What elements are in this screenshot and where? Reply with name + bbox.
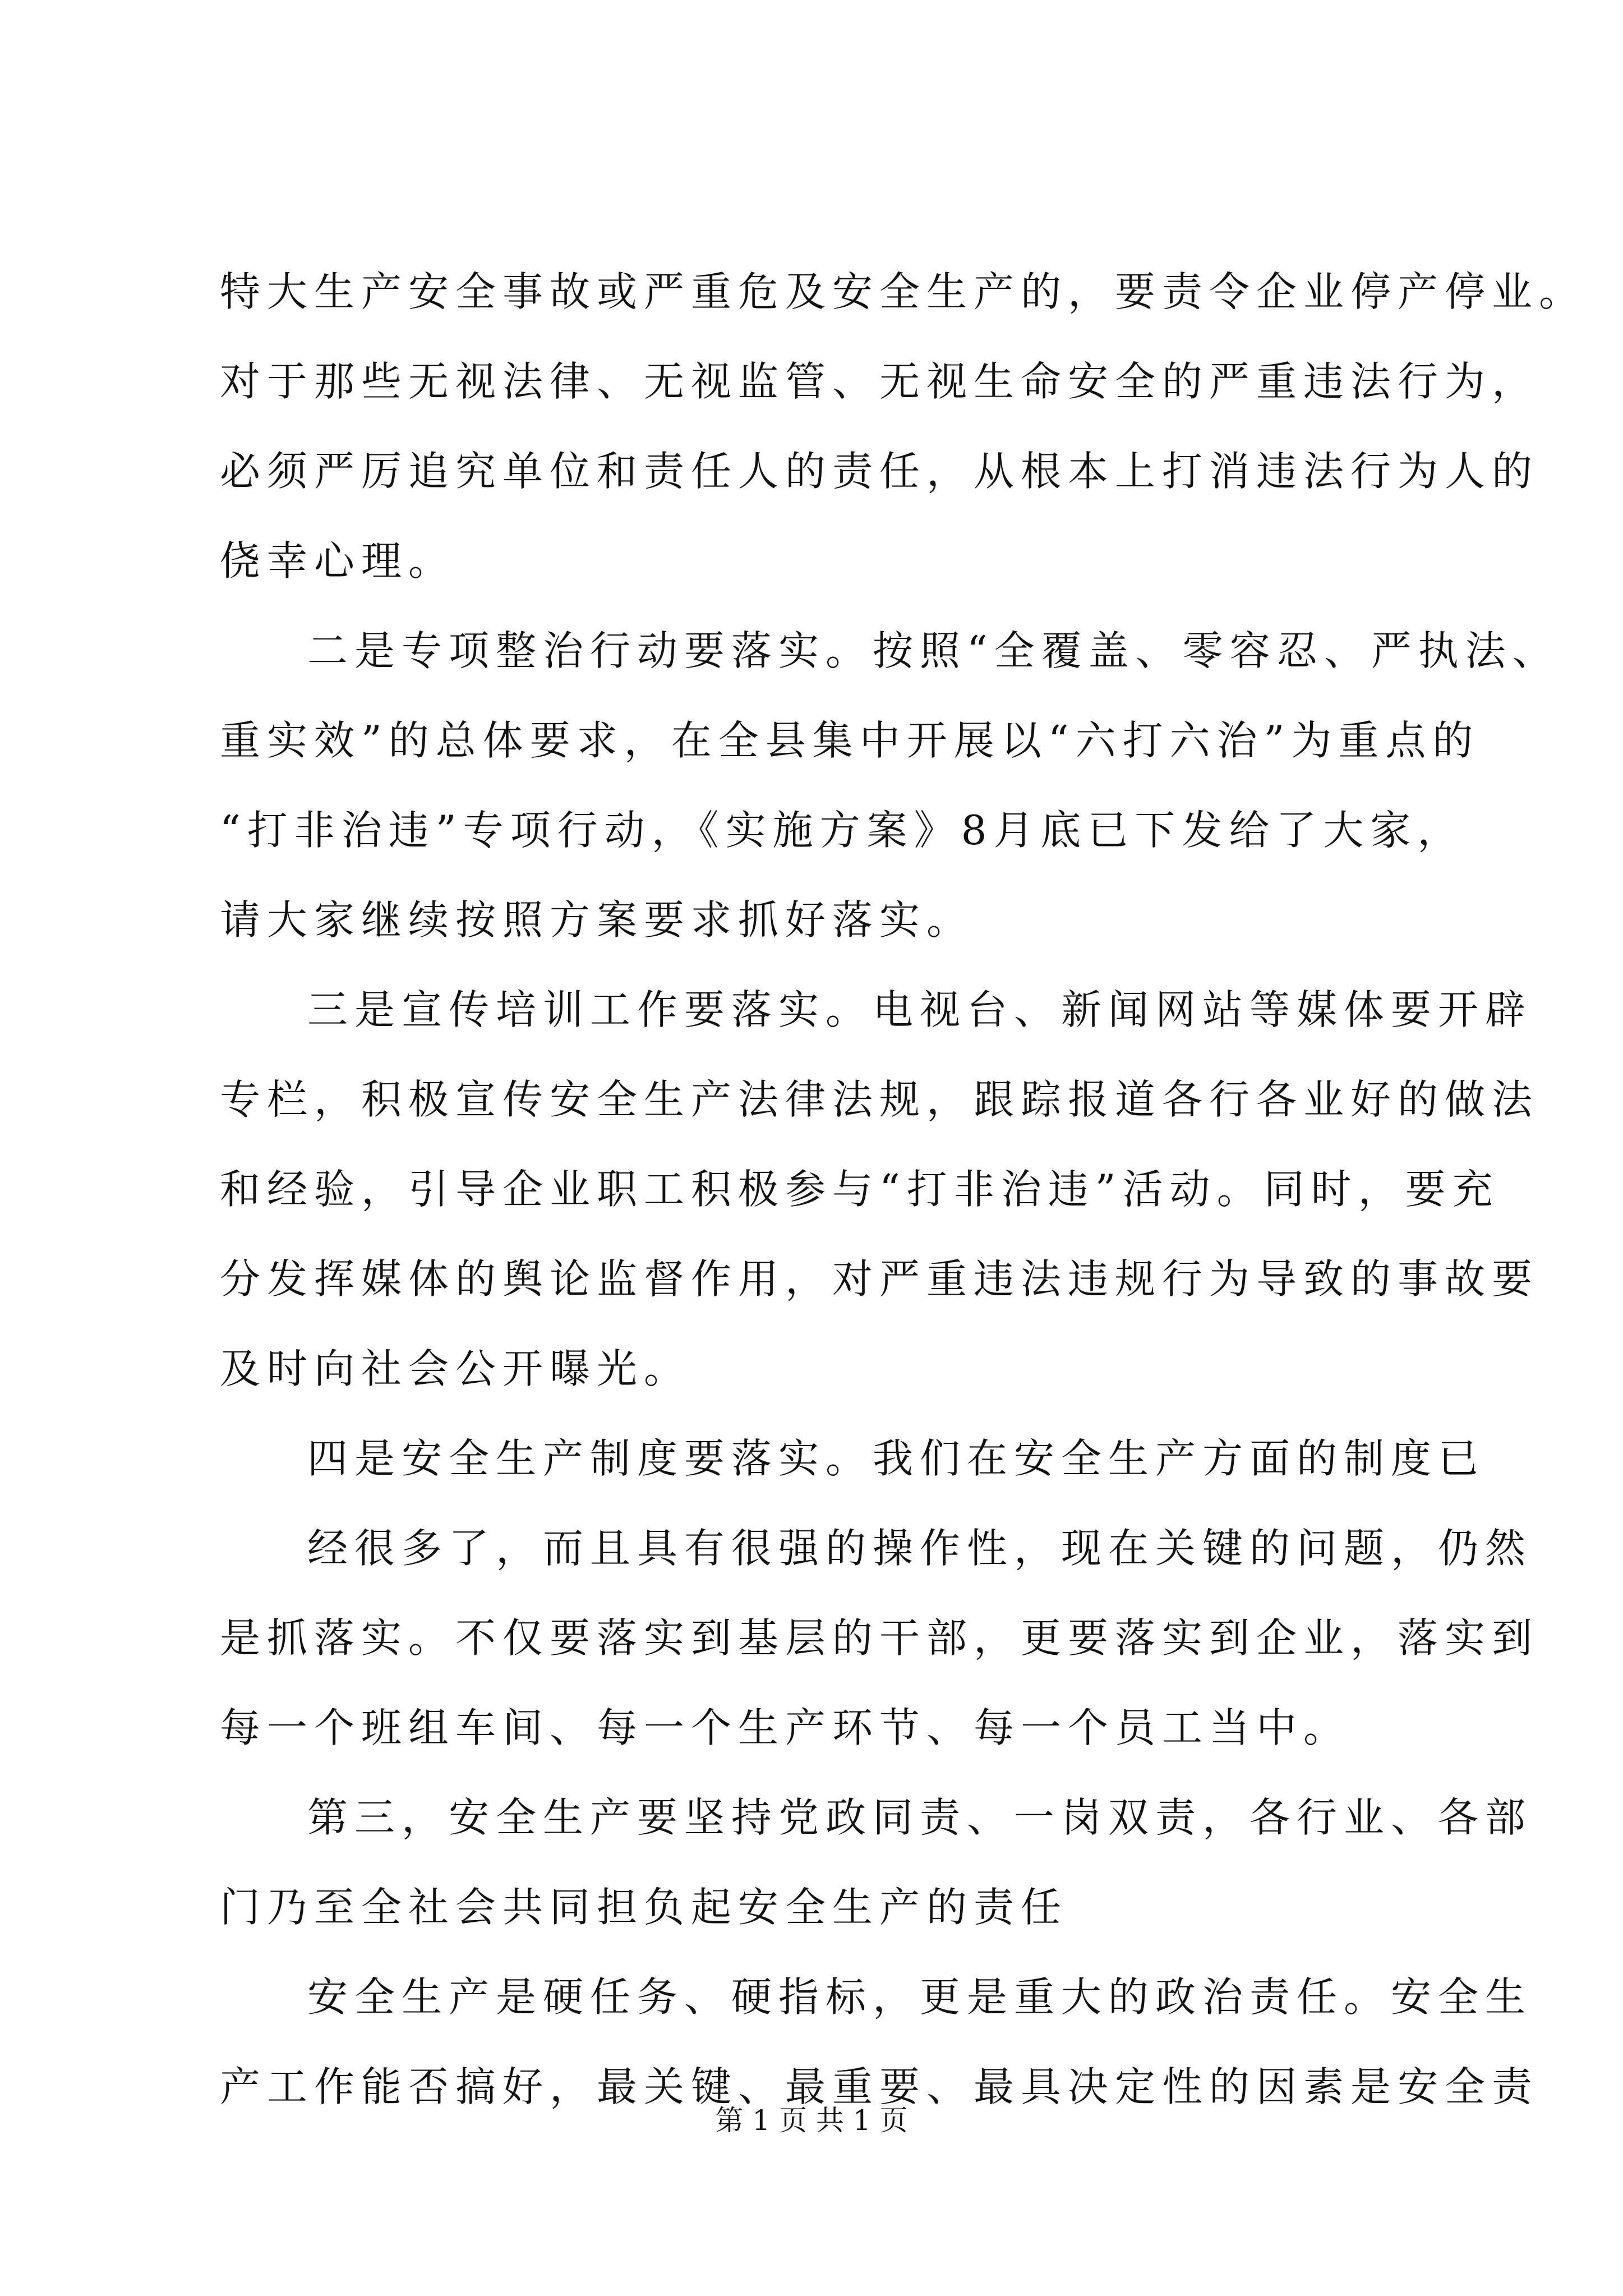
text-line: 门乃至全社会共同担负起安全生产的责任 <box>220 1884 1068 1931</box>
text-line: 侥幸心理。 <box>220 537 456 585</box>
text-line: 专栏，积极宣传安全生产法律法规，跟踪报道各行各业好的做法 <box>220 1076 1539 1123</box>
text-line: 每一个班组车间、每一个生产环节、每一个员工当中。 <box>220 1704 1351 1751</box>
text-line: 和经验，引导企业职工积极参与“打非治违”活动。同时，要充 <box>220 1166 1500 1213</box>
text-line: 特大生产安全事故或严重危及安全生产的，要责令企业停产停业。 <box>220 268 1587 315</box>
text-line: 经很多了，而且具有很强的操作性，现在关键的问题，仍然 <box>307 1525 1533 1572</box>
text-line: 是抓落实。不仅要落实到基层的干部，更要落实到企业，落实到 <box>220 1614 1539 1662</box>
page-footer: 第 1 页 共 1 页 <box>715 2104 908 2137</box>
text-line: 四是安全生产制度要落实。我们在安全生产方面的制度已 <box>307 1435 1486 1482</box>
text-line: 二是专项整治行动要落实。按照“全覆盖、零容忍、严执法、 <box>307 627 1560 674</box>
text-line: 及时向社会公开曝光。 <box>220 1345 691 1392</box>
text-line: 请大家继续按照方案要求抓好落实。 <box>220 896 974 944</box>
text-line: 三是宣传培训工作要落实。电视台、新闻网站等媒体要开辟 <box>307 986 1533 1033</box>
text-line: “打非治违”专项行动，《实施方案》8月底已下发给了大家， <box>220 807 1465 854</box>
text-line: 分发挥媒体的舆论监督作用，对严重违法违规行为导致的事故要 <box>220 1255 1539 1303</box>
text-line: 重实效”的总体要求，在全县集中开展以“六打六治”为重点的 <box>220 717 1480 764</box>
text-line: 第三，安全生产要坚持党政同责、一岗双责，各行业、各部 <box>307 1794 1533 1841</box>
text-line: 产工作能否搞好，最关键、最重要、最具决定性的因素是安全责 <box>220 2063 1539 2110</box>
text-line: 安全生产是硬任务、硬指标，更是重大的政治责任。安全生 <box>307 1973 1533 2021</box>
text-line: 必须严厉追究单位和责任人的责任，从根本上打消违法行为人的 <box>220 448 1539 495</box>
text-line: 对于那些无视法律、无视监管、无视生命安全的严重违法行为， <box>220 358 1539 405</box>
